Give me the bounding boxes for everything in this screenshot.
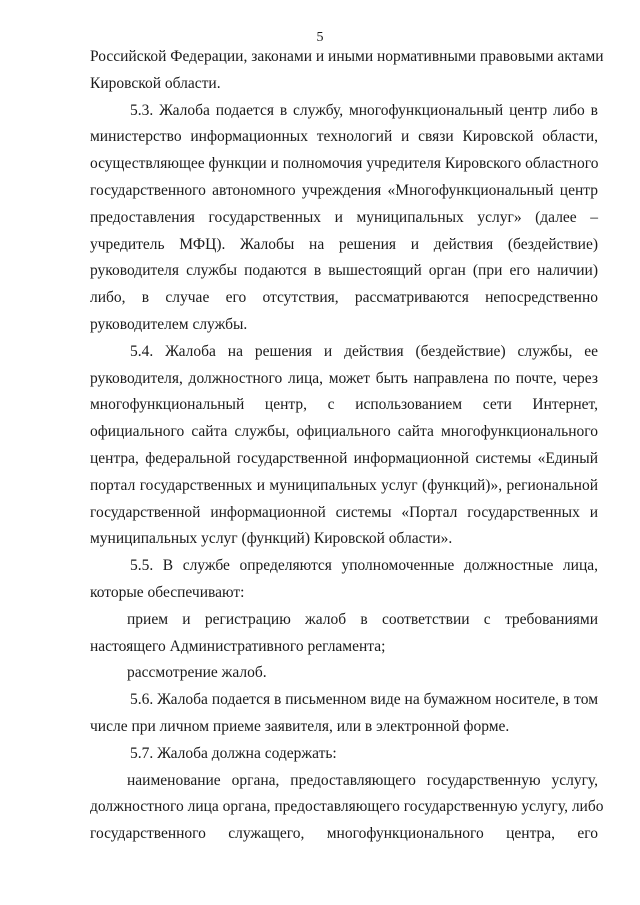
text-line: Российской Федерации, законами и иными нормативными правовыми актами [90, 48, 604, 65]
text-line: настоящего Административного регламента; [90, 637, 386, 655]
text-line: центра, федеральной государственной информационной системы «Единый [90, 449, 598, 467]
text-line: рассмотрение жалоб. [127, 664, 267, 682]
document-body [90, 44, 604, 848]
text-line: государственной информационной системы «Портал государственных и [90, 503, 598, 521]
text-line: министерство информационных технологий и связи Кировской области, [90, 128, 598, 146]
text-line: руководителем службы. [90, 315, 248, 333]
text-line: прием и регистрацию жалоб в соответствии с требованиями [127, 610, 598, 628]
text-line: руководителя, должностного лица, может быть направлена по почте, через [90, 369, 598, 387]
text-line: портал государственных и муниципальных услуг (функций)», региональной [90, 476, 598, 494]
text-line: многофункциональный центр, с использованием сети Интернет, [90, 396, 598, 414]
text-line: муниципальных услуг (функций) Кировской области». [90, 530, 453, 548]
text-line: 5.4. Жалоба на решения и действия (бездействие) службы, ее [130, 342, 598, 360]
text-line: государственного служащего, многофункционального центра, его [90, 825, 598, 843]
page-number: 5 [316, 30, 324, 45]
text-line: руководителя службы подаются в вышестоящий орган (при его наличии) [90, 262, 598, 280]
text-line: 5.7. Жалоба должна содержать: [130, 744, 337, 762]
text-line: числе при личном приеме заявителя, или в электронной форме. [90, 717, 510, 735]
text-line: учредитель МФЦ). Жалобы на решения и действия (бездействие) [90, 235, 598, 253]
text-line: 5.3. Жалоба подается в службу, многофункциональный центр либо в [130, 101, 598, 119]
text-line: которые обеспечивают: [90, 583, 245, 601]
text-line: государственного автономного учреждения «Многофункциональный центр [90, 181, 598, 199]
text-line: предоставления государственных и муниципальных услуг» (далее – [90, 208, 598, 226]
text-line: 5.5. В службе определяются уполномоченные должностные лица, [130, 557, 598, 575]
text-line: 5.6. Жалоба подается в письменном виде на бумажном носителе, в том [130, 691, 598, 709]
text-line: должностного лица органа, предоставляющего государственную услугу, либо [90, 798, 604, 816]
text-line: официального сайта службы, официального сайта многофункционального [90, 423, 598, 441]
text-line: либо, в случае его отсутствия, рассматриваются непосредственно [90, 289, 598, 307]
text-line: осуществляющее функции и полномочия учредителя Кировского областного [90, 155, 599, 173]
text-line: наименование органа, предоставляющего государственную услугу, [127, 771, 598, 789]
text-line: Кировской области. [90, 74, 221, 92]
